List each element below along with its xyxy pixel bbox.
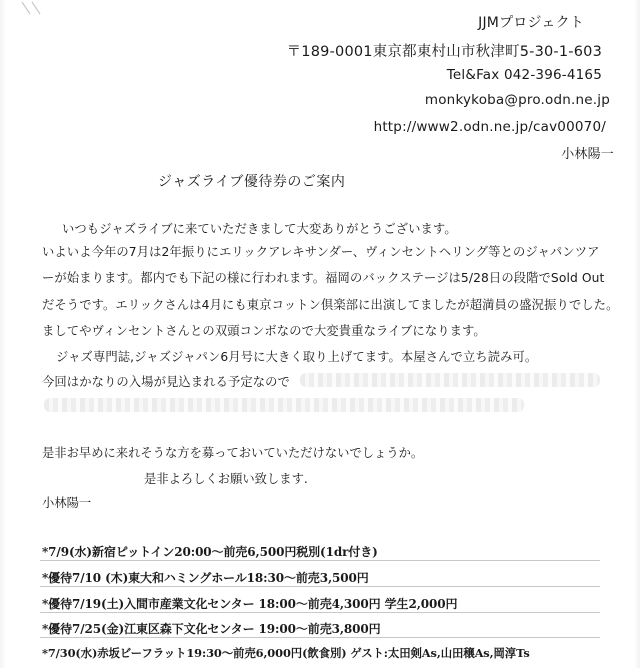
email-address: monkykoba@pro.odn.ne.jp (424, 92, 610, 108)
body-line-4: だそうです。エリックさんは4月にも東京コットン倶楽部に出演してましたが超満員の盛況振りでした。 (42, 298, 619, 312)
redacted-region (44, 398, 524, 412)
schedule-item: *優待7/10 (木)東大和ハミングホール18:30～前売3,500円 (42, 571, 369, 585)
divider (40, 612, 600, 613)
body-line-5: ましてやヴィンセントさんとの双頭コンボなので大変貴重なライブになります。 (42, 324, 486, 338)
redacted-region (300, 373, 600, 387)
corner-mark-icon (20, 0, 50, 18)
schedule-item: *優待7/25(金)江東区森下文化センター 19:00～前売3,800円 (42, 622, 381, 636)
closing-signature: 小林陽一 (42, 496, 92, 510)
body-line-7: 今回はかなりの入場が見込まれる予定なので (42, 375, 290, 389)
body-line-1: いつもジャズライブに来ていただきまして大変ありがとうございます。 (62, 222, 457, 236)
tel-fax: Tel&Fax 042-396-4165 (446, 67, 602, 83)
org-name: JJMプロジェクト (478, 15, 584, 31)
divider (40, 560, 600, 561)
schedule-item: *7/30(水)赤坂ビーフラット19:30～前売6,000円(飲食別) ゲスト:太田剣As,山田穣As,岡淳Ts (42, 646, 530, 660)
body-line-2: いよいよ今年の7月は2年振りにエリックアレキサンダー、ヴィンセントヘリング等とのジャパンツア (42, 245, 600, 259)
schedule-item: *優待7/19(土)入間市産業文化センター 18:00～前売4,300円 学生2,000円 (42, 597, 458, 611)
divider (40, 637, 600, 638)
address: 〒189-0001東京都東村山市秋津町5-30-1-603 (286, 44, 602, 60)
body-line-3: ーが始まります。都内でも下記の様に行われます。福岡のバックステージは5/28日の段階でSold Out (42, 271, 605, 285)
divider (40, 586, 600, 587)
letter-title: ジャズライブ優待券のご案内 (158, 174, 346, 190)
website-url: http://www2.odn.ne.jp/cav00070/ (373, 119, 606, 135)
closing-thanks: 是非よろしくお願い致します. (144, 472, 308, 486)
closing-request: 是非お早めに来れそうな方を募っておいていただけないでしょうか。 (42, 446, 424, 460)
sender-name: 小林陽一 (561, 147, 614, 162)
body-line-6: ジャズ専門誌,ジャズジャパン6月号に大きく取り上げてます。本屋さんで立ち読み可。 (56, 350, 538, 364)
schedule-item: *7/9(水)新宿ピットイン20:00～前売6,500円税別(1dr付き) (42, 545, 378, 559)
